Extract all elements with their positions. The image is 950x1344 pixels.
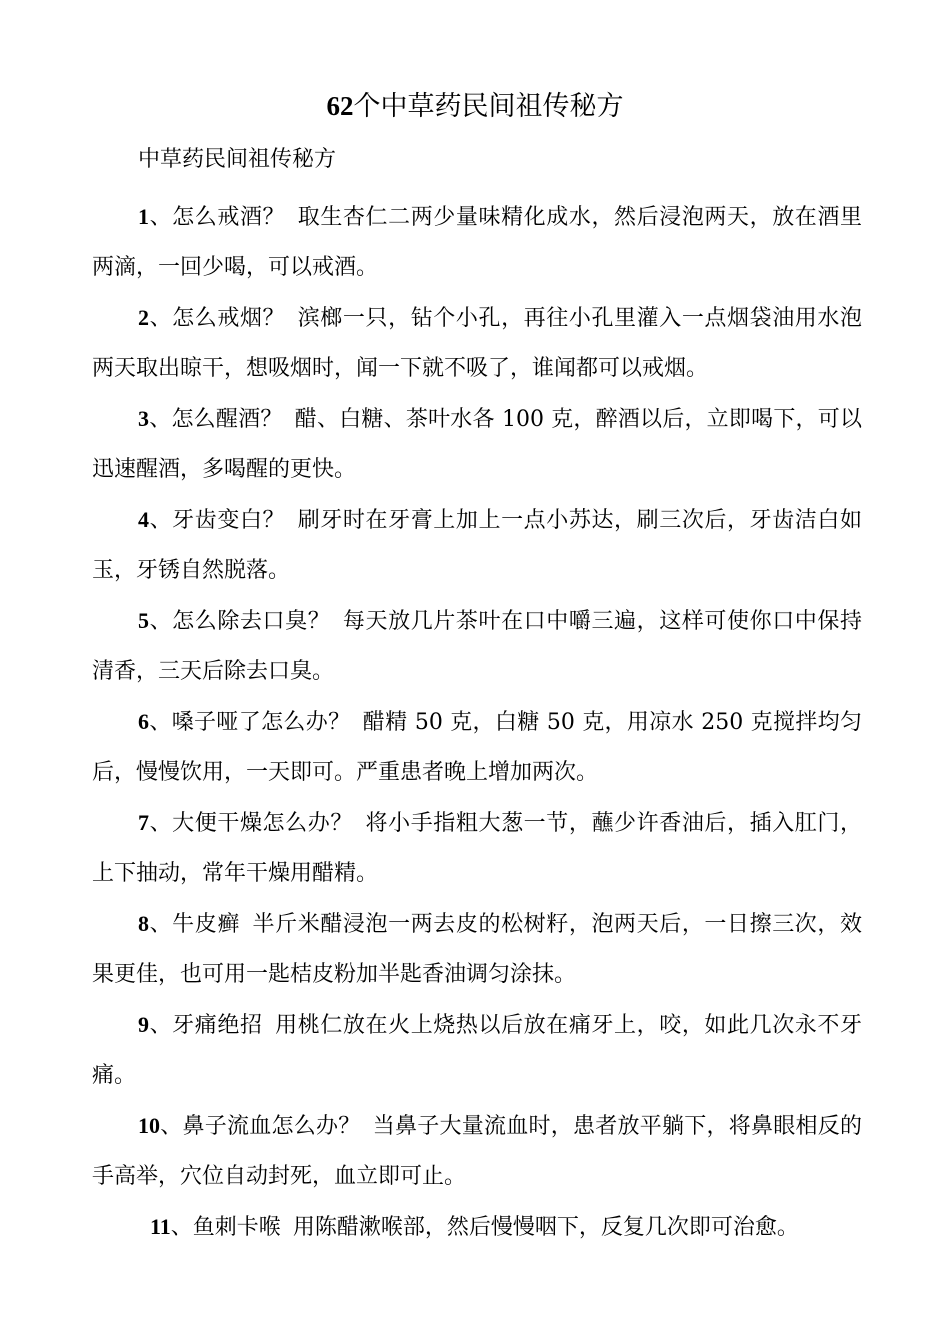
remedy-number: 3 (138, 406, 149, 431)
page-title (0, 86, 950, 127)
title-number: 62 (326, 91, 354, 121)
remedy-item-6 (92, 697, 862, 798)
remedy-question: 、嗓子哑了怎么办？ (149, 710, 351, 735)
remedy-number: 4 (138, 507, 149, 532)
remedy-answer: 半斤米醋浸泡一两去皮的松树籽，泡两天后，一日擦三次，效果更佳，也可用一匙桔皮粉加半匙香油调匀涂抹。 (92, 912, 862, 987)
remedy-number: 5 (138, 608, 149, 633)
remedy-question: 、牙痛绝招 (149, 1013, 263, 1038)
remedy-number: 11 (150, 1214, 171, 1239)
remedy-answer: 滨榔一只，钻个小孔，再往小孔里灌入一点烟袋油用水泡两天取出晾干，想吸烟时，闻一下就不吸了，谁闻都可以戒烟。 (92, 306, 862, 381)
remedy-answer: 醋精 50 克，白糖 50 克，用凉水 250 克搅拌均匀后，慢慢饮用，一天即可。严重患者晚上增加两次。 (92, 710, 862, 785)
remedy-question: 、鱼刺卡喉 (170, 1215, 281, 1240)
remedy-answer: 当鼻子大量流血时，患者放平躺下，将鼻眼相反的手高举，穴位自动封死，血立即可止。 (92, 1114, 862, 1189)
remedy-item-7 (92, 798, 862, 899)
remedy-item-11 (92, 1202, 862, 1253)
remedy-answer: 用陈醋漱喉部，然后慢慢咽下，反复几次即可治愈。 (292, 1215, 799, 1240)
remedy-number: 1 (138, 204, 149, 229)
remedy-number: 8 (138, 911, 149, 936)
remedy-question: 、牙齿变白？ (149, 508, 286, 533)
remedy-number: 6 (138, 709, 149, 734)
remedy-number: 7 (138, 810, 149, 835)
remedy-item-5 (92, 596, 862, 697)
remedy-answer: 醋、白糖、茶叶水各 100 克，醉酒以后，立即喝下，可以迅速醒酒，多喝醒的更快。 (92, 407, 862, 482)
remedy-question: 、怎么戒酒？ (149, 205, 286, 230)
subtitle: 中草药民间祖传秘方 (138, 147, 337, 172)
remedy-question: 、怎么戒烟？ (149, 306, 286, 331)
title-text: 个中草药民间祖传秘方 (353, 91, 624, 122)
remedy-item-10 (92, 1101, 862, 1202)
remedy-number: 9 (138, 1012, 149, 1037)
remedy-answer: 取生杏仁二两少量味精化成水，然后浸泡两天，放在酒里两滴，一回少喝，可以戒酒。 (92, 205, 862, 280)
remedy-item-2 (92, 293, 862, 394)
remedy-question: 、鼻子流血怎么办？ (160, 1114, 361, 1139)
remedy-item-8 (92, 899, 862, 1000)
remedy-question: 、牛皮癣 (149, 912, 240, 937)
remedy-item-3 (92, 394, 862, 495)
remedy-answer: 刷牙时在牙膏上加上一点小苏达，刷三次后，牙齿洁白如玉，牙锈自然脱落。 (92, 508, 862, 583)
remedy-item-1 (92, 192, 862, 293)
remedy-question: 、怎么除去口臭？ (149, 609, 331, 634)
remedy-answer: 每天放几片茶叶在口中嚼三遍，这样可使你口中保持清香，三天后除去口臭。 (92, 609, 862, 684)
remedy-question: 、怎么醒酒？ (149, 407, 283, 432)
remedy-number: 2 (138, 305, 149, 330)
remedy-item-4 (92, 495, 862, 596)
remedy-item-9 (92, 1000, 862, 1101)
remedy-answer: 用桃仁放在火上烧热以后放在痛牙上，咬，如此几次永不牙痛。 (92, 1013, 862, 1088)
remedy-list (92, 192, 862, 1253)
remedy-number: 10 (138, 1113, 160, 1138)
remedy-answer: 将小手指粗大葱一节，蘸少许香油后，插入肛门，上下抽动，常年干燥用醋精。 (92, 811, 862, 886)
remedy-question: 、大便干燥怎么办？ (149, 811, 353, 836)
